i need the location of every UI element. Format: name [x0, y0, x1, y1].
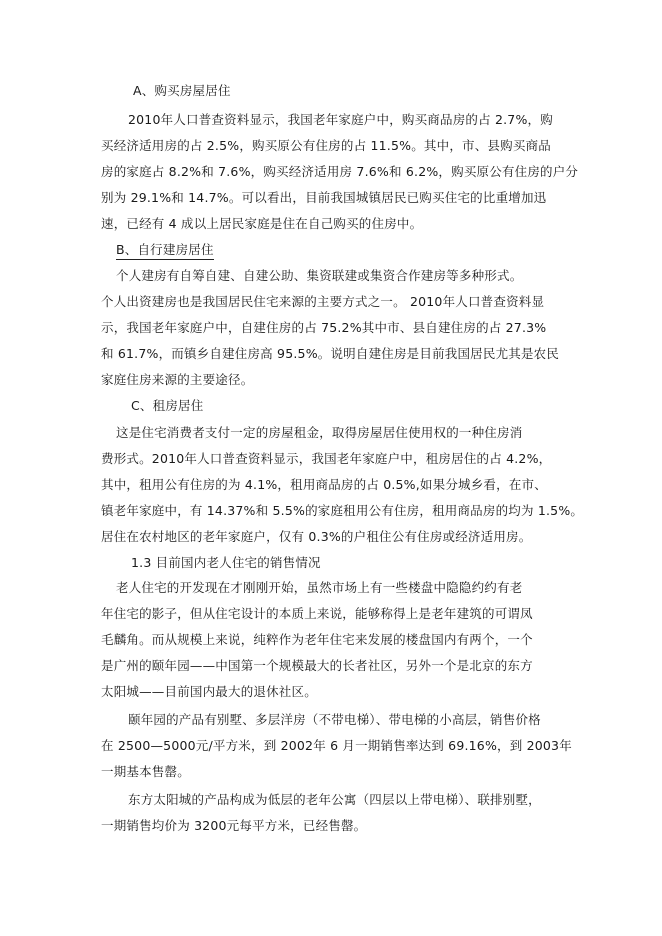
- paragraph-line: 和 61.7%，而镇乡自建住房高 95.5%。说明自建住房是目前我国居民尤其是农民: [101, 346, 560, 361]
- paragraph-line: 太阳城——目前国内最大的退休社区。: [101, 684, 317, 699]
- paragraph-line: 2010年人口普查资料显示，我国老年家庭户中，购买商品房的占 2.7%，购: [128, 112, 553, 127]
- paragraph-line: 年住宅的影子，但从住宅设计的本质上来说，能够称得上是老年建筑的可谓凤: [101, 606, 533, 621]
- section-heading-1-3: 1.3 目前国内老人住宅的销售情况: [131, 555, 321, 570]
- paragraph-line: 其中，租用公有住房的为 4.1%，租用商品房的占 0.5%,如果分城乡看，在市、: [101, 477, 547, 492]
- paragraph-line: 居住在农村地区的老年家庭户，仅有 0.3%的户租住公有住房或经济适用房。: [101, 529, 532, 544]
- paragraph-line: 在 2500—5000元/平方米，到 2002年 6 月一期销售率达到 69.16%，到 2003年: [101, 738, 572, 753]
- heading-b: B、自行建房居住: [116, 242, 214, 260]
- paragraph-line: 这是住宅消费者支付一定的房屋租金，取得房屋居住使用权的一种住房消: [116, 425, 523, 440]
- paragraph-line: 老人住宅的开发现在才刚刚开始，虽然市场上有一些楼盘中隐隐约约有老: [116, 580, 523, 595]
- heading-a: A、购买房屋居住: [133, 83, 231, 98]
- heading-c: C、租房居住: [131, 398, 204, 413]
- paragraph-line: 买经济适用房的占 2.5%，购买原公有住房的占 11.5%。其中，市、县购买商品: [101, 138, 551, 153]
- paragraph-line: 镇老年家庭中，有 14.37%和 5.5%的家庭租用公有住房，租用商品房的均为 1.5%。: [101, 503, 584, 518]
- paragraph-line: 个人出资建房也是我国居民住宅来源的主要方式之一。 2010年人口普查资料显: [101, 294, 545, 309]
- paragraph-line: 示，我国老年家庭户中，自建住房的占 75.2%其中市、县自建住房的占 27.3%: [101, 320, 547, 335]
- paragraph-line: 费形式。2010年人口普查资料显示，我国老年家庭户中，租房居住的占 4.2%，: [101, 451, 552, 466]
- paragraph-line: 一期销售均价为 3200元每平方米，已经售罄。: [101, 818, 367, 833]
- paragraph-line: 个人建房有自筹自建、自建公助、集资联建或集资合作建房等多种形式。: [116, 268, 523, 283]
- paragraph-line: 毛麟角。而从规模上来说，纯粹作为老年住宅来发展的楼盘国内有两个，一个: [101, 632, 533, 647]
- paragraph-line: 房的家庭占 8.2%和 7.6%，购买经济适用房 7.6%和 6.2%，购买原公有住房的户分: [101, 164, 579, 179]
- paragraph-line: 家庭住房来源的主要途径。: [101, 372, 254, 387]
- paragraph-line: 是广州的颐年园——中国第一个规模最大的长者社区，另外一个是北京的东方: [101, 658, 533, 673]
- paragraph-line: 别为 29.1%和 14.7%。可以看出，目前我国城镇居民已购买住宅的比重增加迅: [101, 190, 547, 205]
- paragraph-line: 速，已经有 4 成以上居民家庭是住在自己购买的住房中。: [101, 216, 423, 231]
- paragraph-line: 一期基本售罄。: [101, 764, 190, 779]
- paragraph-line: 颐年园的产品有别墅、多层洋房（不带电梯）、带电梯的小高层，销售价格: [128, 712, 541, 727]
- paragraph-line: 东方太阳城的产品构成为低层的老年公寓（四层以上带电梯）、联排别墅，: [128, 792, 541, 807]
